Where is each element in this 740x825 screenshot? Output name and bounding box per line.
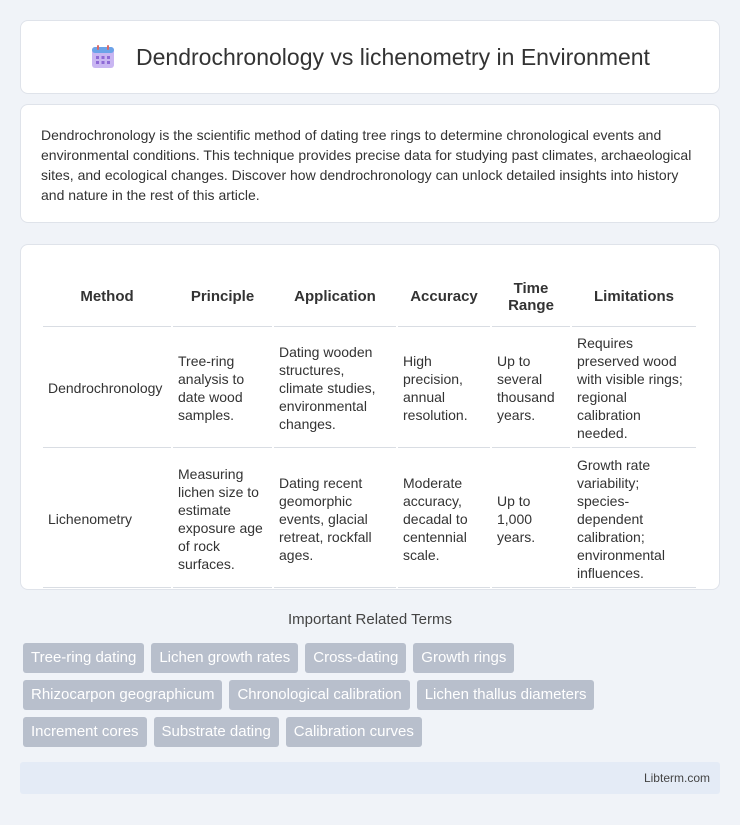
column-header-accuracy: Accuracy xyxy=(398,267,490,327)
header-card xyxy=(20,20,720,94)
cell-method: Lichenometry xyxy=(43,450,171,588)
column-header-method: Method xyxy=(43,267,171,327)
footer-site-link[interactable]: Libterm.com xyxy=(643,771,710,785)
related-term-tag[interactable]: Cross-dating xyxy=(305,643,406,673)
related-term-tag[interactable]: Lichen thallus diameters xyxy=(417,680,595,710)
related-term-tag[interactable]: Rhizocarpon geographicum xyxy=(23,680,222,710)
cell-application: Dating wooden structures, climate studies, environmental changes. xyxy=(274,329,396,448)
related-term-tag[interactable]: Tree-ring dating xyxy=(23,643,144,673)
table-row xyxy=(43,329,696,448)
cell-principle: Tree-ring analysis to date wood samples. xyxy=(173,329,272,448)
page-title: Dendrochronology vs lichenometry in Environment xyxy=(136,43,650,70)
intro-text: Dendrochronology is the scientific method of dating tree rings to determine chronological events and environmental conditions. This technique provides precise data for studying past climates, archaeological sites, and ecological changes. Discover how dendrochronology can unlock detailed insights into history and nature in the rest of this article. xyxy=(41,127,692,203)
comparison-table xyxy=(41,265,698,590)
table-row xyxy=(43,450,696,588)
cell-limitations: Requires preserved wood with visible rings; regional calibration needed. xyxy=(572,329,696,448)
cell-accuracy: Moderate accuracy, decadal to centennial scale. xyxy=(398,450,490,588)
related-term-tag[interactable]: Increment cores xyxy=(23,717,147,747)
column-header-time-range: Time Range xyxy=(492,267,570,327)
comparison-table-card xyxy=(20,244,720,590)
cell-time-range: Up to several thousand years. xyxy=(492,329,570,448)
related-term-tag[interactable]: Substrate dating xyxy=(154,717,279,747)
related-term-tag[interactable]: Chronological calibration xyxy=(229,680,409,710)
related-term-tag[interactable]: Lichen growth rates xyxy=(151,643,298,673)
related-terms-list xyxy=(23,643,723,754)
cell-limitations: Growth rate variability; species-dependent calibration; environmental influences. xyxy=(572,450,696,588)
cell-principle: Measuring lichen size to estimate exposure age of rock surfaces. xyxy=(173,450,272,588)
column-header-principle: Principle xyxy=(173,267,272,327)
footer xyxy=(20,762,720,794)
table-header-row xyxy=(43,267,696,327)
column-header-limitations: Limitations xyxy=(572,267,696,327)
cell-method: Dendrochronology xyxy=(43,329,171,448)
related-term-tag[interactable]: Calibration curves xyxy=(286,717,422,747)
column-header-application: Application xyxy=(274,267,396,327)
related-terms-title: Important Related Terms xyxy=(288,611,452,628)
intro-card xyxy=(20,104,720,223)
related-term-tag[interactable]: Growth rings xyxy=(413,643,514,673)
calendar-icon xyxy=(90,44,116,70)
cell-application: Dating recent geomorphic events, glacial retreat, rockfall ages. xyxy=(274,450,396,588)
cell-time-range: Up to 1,000 years. xyxy=(492,450,570,588)
cell-accuracy: High precision, annual resolution. xyxy=(398,329,490,448)
